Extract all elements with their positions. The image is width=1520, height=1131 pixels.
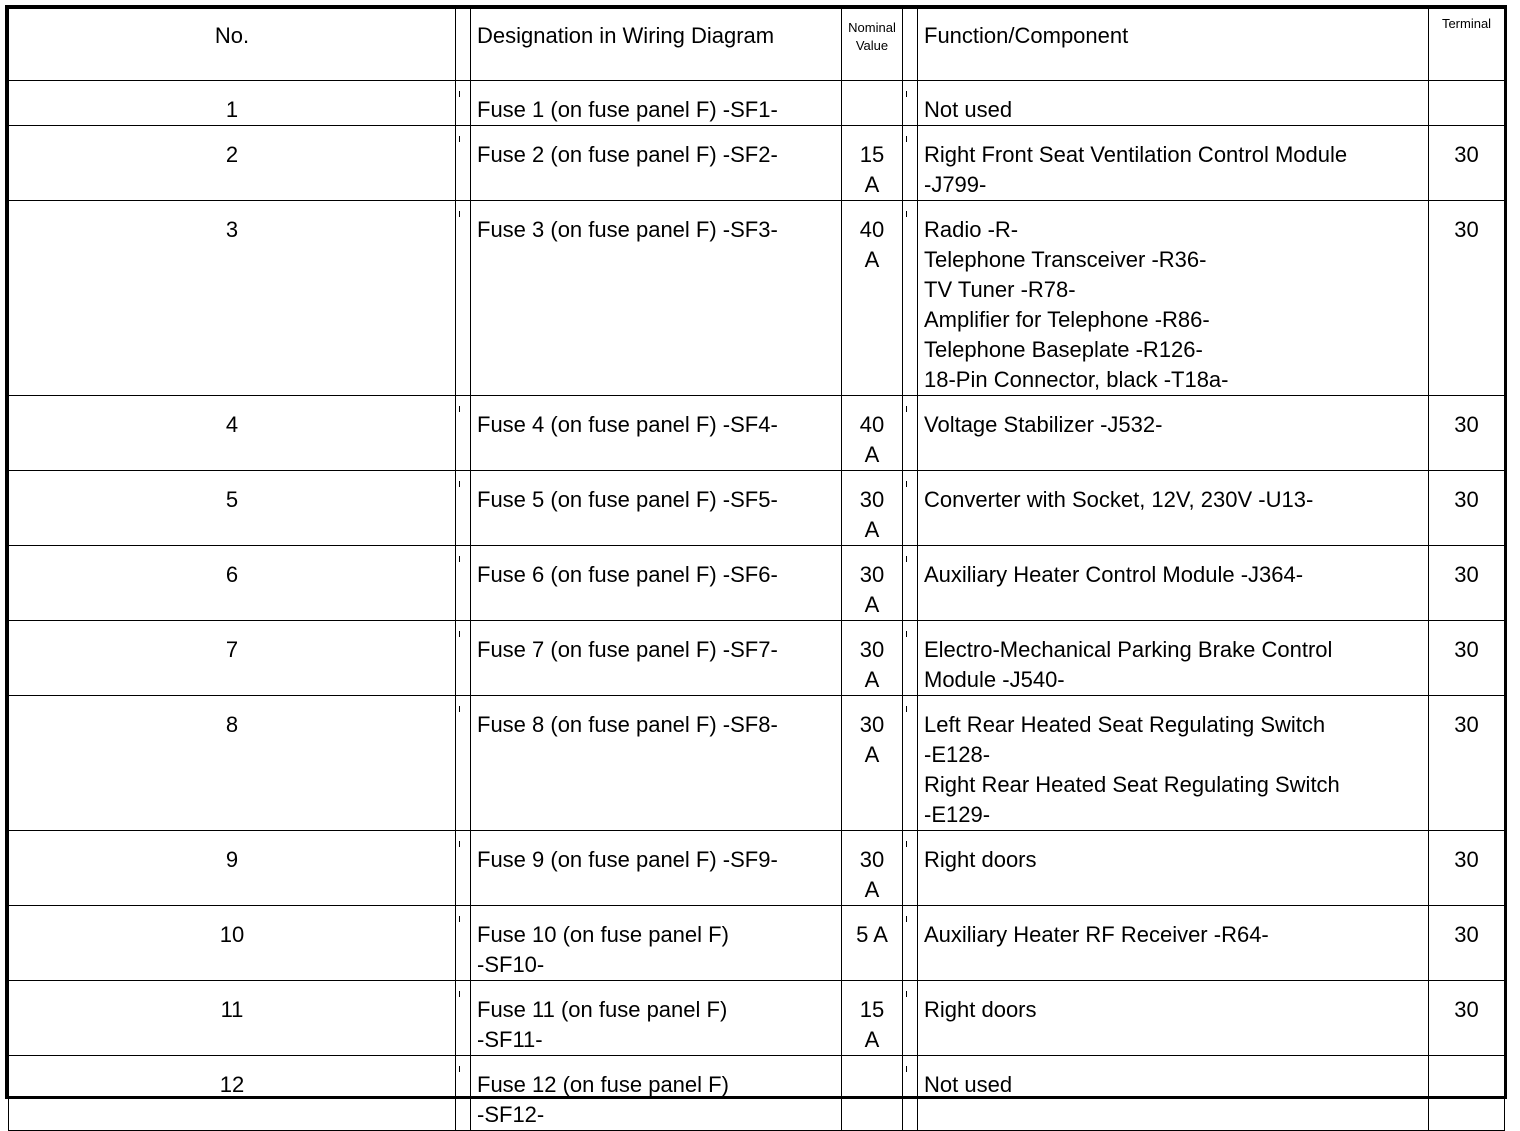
cell-marker <box>456 126 471 201</box>
header-nominal-line: Nominal <box>848 20 896 35</box>
cell-nominal-value <box>842 831 903 906</box>
cell-designation <box>471 981 842 1056</box>
header-spacer <box>903 9 918 81</box>
cell-function <box>918 396 1429 471</box>
header-function: Function/Component <box>918 9 1429 81</box>
designation-line: Fuse 4 (on fuse panel F) -SF4- <box>477 412 778 437</box>
cell-terminal: 30 <box>1429 201 1505 396</box>
cell-nominal-value <box>842 981 903 1056</box>
header-value-line: Value <box>855 38 889 53</box>
cell-marker <box>456 546 471 621</box>
value-line: A <box>864 172 880 197</box>
cell-function <box>918 126 1429 201</box>
cell-designation <box>471 831 842 906</box>
cell-terminal: 30 <box>1429 831 1505 906</box>
cell-function <box>918 201 1429 396</box>
table-row <box>9 396 1505 471</box>
table-row <box>9 546 1505 621</box>
cell-marker <box>456 831 471 906</box>
function-line: -J799- <box>924 172 987 197</box>
table-row <box>9 696 1505 831</box>
cell-terminal <box>1429 1056 1505 1131</box>
cell-marker <box>903 1056 918 1131</box>
cell-terminal <box>1429 81 1505 126</box>
cell-nominal-value <box>842 201 903 396</box>
cell-marker <box>456 621 471 696</box>
designation-line: Fuse 6 (on fuse panel F) -SF6- <box>477 562 778 587</box>
value-line: A <box>864 1027 880 1052</box>
designation-line: -SF12- <box>477 1102 545 1127</box>
cell-terminal: 30 <box>1429 396 1505 471</box>
designation-line: -SF10- <box>477 952 545 977</box>
cell-designation <box>471 621 842 696</box>
cell-no: 9 <box>9 831 456 906</box>
cell-function <box>918 906 1429 981</box>
value-line: 15 <box>859 142 885 167</box>
cell-marker <box>903 906 918 981</box>
table-row <box>9 621 1505 696</box>
function-line: Right Front Seat Ventilation Control Module <box>924 142 1348 167</box>
cell-terminal: 30 <box>1429 621 1505 696</box>
table-row <box>9 126 1505 201</box>
cell-function <box>918 981 1429 1056</box>
designation-line: Fuse 8 (on fuse panel F) -SF8- <box>477 712 778 737</box>
designation-line: Fuse 12 (on fuse panel F) <box>477 1072 729 1097</box>
cell-marker <box>456 81 471 126</box>
cell-terminal: 30 <box>1429 126 1505 201</box>
value-line: 30 <box>859 712 885 737</box>
table-row <box>9 1056 1505 1131</box>
cell-marker <box>456 1056 471 1131</box>
header-spacer <box>456 9 471 81</box>
table-row <box>9 471 1505 546</box>
value-line: A <box>864 442 880 467</box>
function-line: Electro-Mechanical Parking Brake Control <box>924 637 1333 662</box>
cell-marker <box>903 981 918 1056</box>
value-line: A <box>864 877 880 902</box>
function-line: -E129- <box>924 802 991 827</box>
function-line: Right Rear Heated Seat Regulating Switch <box>924 772 1340 797</box>
cell-function <box>918 471 1429 546</box>
fuse-assignment-table <box>8 8 1505 1131</box>
function-line: Module -J540- <box>924 667 1065 692</box>
cell-no: 8 <box>9 696 456 831</box>
cell-designation <box>471 1056 842 1131</box>
designation-line: Fuse 2 (on fuse panel F) -SF2- <box>477 142 778 167</box>
designation-line: -SF11- <box>477 1027 543 1052</box>
cell-marker <box>903 621 918 696</box>
header-terminal: Terminal <box>1429 9 1505 81</box>
designation-line: Fuse 5 (on fuse panel F) -SF5- <box>477 487 778 512</box>
fuse-table-sheet <box>5 5 1507 1127</box>
cell-designation <box>471 471 842 546</box>
value-line: A <box>864 247 880 272</box>
cell-marker <box>903 396 918 471</box>
function-line: -E128- <box>924 742 991 767</box>
cell-marker <box>903 81 918 126</box>
cell-marker <box>903 126 918 201</box>
value-line: A <box>864 667 880 692</box>
value-line: 30 <box>859 847 885 872</box>
cell-marker <box>903 201 918 396</box>
cell-terminal: 30 <box>1429 471 1505 546</box>
table-row <box>9 81 1505 126</box>
value-line: 30 <box>859 562 885 587</box>
function-line: Amplifier for Telephone -R86- <box>924 307 1210 332</box>
cell-designation <box>471 81 842 126</box>
value-line: 30 <box>859 487 885 512</box>
cell-marker <box>903 831 918 906</box>
cell-marker <box>903 546 918 621</box>
cell-marker <box>456 201 471 396</box>
cell-no: 10 <box>9 906 456 981</box>
table-row <box>9 201 1505 396</box>
cell-no: 11 <box>9 981 456 1056</box>
value-line: 5 A <box>856 922 888 947</box>
designation-line: Fuse 1 (on fuse panel F) -SF1- <box>477 97 778 122</box>
cell-marker <box>903 471 918 546</box>
designation-line: Fuse 11 (on fuse panel F) <box>477 997 728 1022</box>
function-line: Auxiliary Heater RF Receiver -R64- <box>924 922 1269 947</box>
designation-line: Fuse 9 (on fuse panel F) -SF9- <box>477 847 778 872</box>
cell-designation <box>471 396 842 471</box>
cell-no: 12 <box>9 1056 456 1131</box>
cell-designation <box>471 126 842 201</box>
cell-no: 1 <box>9 81 456 126</box>
cell-nominal-value <box>842 396 903 471</box>
value-line: 40 <box>859 217 885 242</box>
table-row <box>9 831 1505 906</box>
function-line: Right doors <box>924 847 1037 872</box>
cell-nominal-value <box>842 696 903 831</box>
value-line: 15 <box>859 997 885 1022</box>
cell-nominal-value <box>842 621 903 696</box>
cell-no: 5 <box>9 471 456 546</box>
cell-no: 3 <box>9 201 456 396</box>
function-line: TV Tuner -R78- <box>924 277 1076 302</box>
cell-designation <box>471 696 842 831</box>
cell-nominal-value <box>842 126 903 201</box>
value-line: A <box>864 742 880 767</box>
value-line: A <box>864 592 880 617</box>
function-line: Not used <box>924 97 1013 122</box>
table-row <box>9 981 1505 1056</box>
cell-marker <box>456 981 471 1056</box>
cell-function <box>918 81 1429 126</box>
cell-no: 7 <box>9 621 456 696</box>
value-line: 40 <box>859 412 885 437</box>
cell-function <box>918 546 1429 621</box>
cell-nominal-value <box>842 471 903 546</box>
cell-nominal-value <box>842 546 903 621</box>
cell-terminal: 30 <box>1429 906 1505 981</box>
function-line: Not used <box>924 1072 1013 1097</box>
table-row <box>9 906 1505 981</box>
cell-marker <box>456 696 471 831</box>
function-line: Auxiliary Heater Control Module -J364- <box>924 562 1304 587</box>
function-line: Telephone Baseplate -R126- <box>924 337 1203 362</box>
designation-line: Fuse 7 (on fuse panel F) -SF7- <box>477 637 778 662</box>
function-line: Radio -R- <box>924 217 1019 242</box>
header-designation: Designation in Wiring Diagram <box>471 9 842 81</box>
cell-function <box>918 621 1429 696</box>
cell-designation <box>471 906 842 981</box>
cell-marker <box>456 396 471 471</box>
cell-function <box>918 696 1429 831</box>
cell-no: 6 <box>9 546 456 621</box>
header-nominal-value <box>842 9 903 81</box>
cell-marker <box>456 471 471 546</box>
cell-no: 2 <box>9 126 456 201</box>
cell-terminal: 30 <box>1429 981 1505 1056</box>
function-line: Converter with Socket, 12V, 230V -U13- <box>924 487 1314 512</box>
cell-function <box>918 1056 1429 1131</box>
cell-no: 4 <box>9 396 456 471</box>
function-line: Voltage Stabilizer -J532- <box>924 412 1163 437</box>
value-line: 30 <box>859 637 885 662</box>
cell-nominal-value <box>842 1056 903 1131</box>
cell-terminal: 30 <box>1429 546 1505 621</box>
designation-line: Fuse 10 (on fuse panel F) <box>477 922 729 947</box>
cell-designation <box>471 201 842 396</box>
function-line: 18-Pin Connector, black -T18a- <box>924 367 1229 392</box>
cell-function <box>918 831 1429 906</box>
cell-terminal: 30 <box>1429 696 1505 831</box>
cell-designation <box>471 546 842 621</box>
function-line: Telephone Transceiver -R36- <box>924 247 1207 272</box>
function-line: Right doors <box>924 997 1037 1022</box>
header-no: No. <box>9 9 456 81</box>
value-line: A <box>864 517 880 542</box>
designation-line: Fuse 3 (on fuse panel F) -SF3- <box>477 217 778 242</box>
table-header-row <box>9 9 1505 81</box>
cell-nominal-value <box>842 906 903 981</box>
function-line: Left Rear Heated Seat Regulating Switch <box>924 712 1326 737</box>
cell-marker <box>903 696 918 831</box>
cell-nominal-value <box>842 81 903 126</box>
cell-marker <box>456 906 471 981</box>
